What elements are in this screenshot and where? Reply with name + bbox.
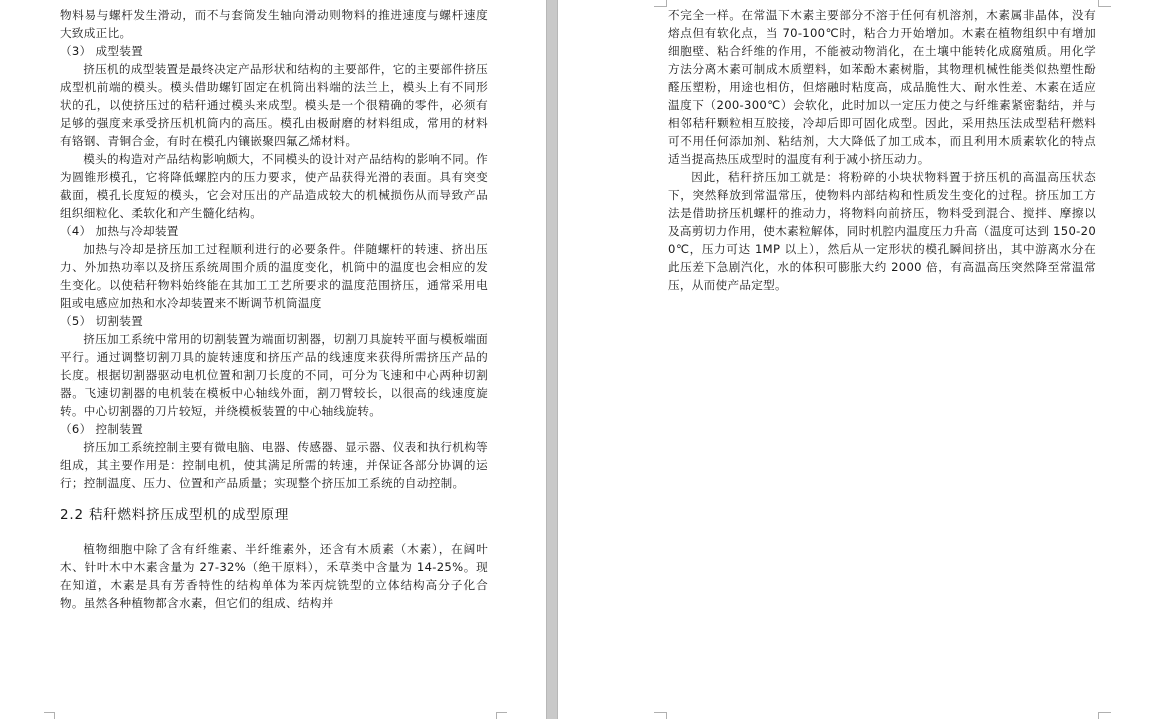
margin-mark xyxy=(654,0,667,7)
right-page-text xyxy=(668,6,1096,294)
margin-mark xyxy=(496,712,507,719)
subsection-heading: （5） 切割装置 xyxy=(60,314,144,328)
paragraph: 物料易与螺杆发生滑动，而不与套筒发生轴向滑动则物料的推进速度与螺杆速度大致成正比。 xyxy=(60,8,488,40)
paragraph: 挤压加工系统控制主要有微电脑、电器、传感器、显示器、仪表和执行机构等组成，其主要作用是：控制电机，使其满足所需的转速，并保证各部分协调的运行；控制温度、压力、位置和产品质量；实现整个挤压加工系统的自动控制。 xyxy=(60,440,488,490)
subsection-heading: （4） 加热与冷却装置 xyxy=(60,224,179,238)
subsection-heading: （3） 成型装置 xyxy=(60,44,144,58)
paragraph: 挤压机的成型装置是最终决定产品形状和结构的主要部件，它的主要部件挤压成型机前端的模头。模头借助螺钉固定在机筒出料端的法兰上，模头上有不同形状的孔，以使挤压过的秸秆通过模头来成型。模头是一个很精确的零件，必须有足够的强度来承受挤压机机筒内的高压。模孔由极耐磨的材料组成，常用的材料有铬钢、青铜合金，有时在模孔内镶嵌聚四氟乙烯材料。 xyxy=(60,62,488,148)
margin-mark xyxy=(1098,712,1111,719)
margin-mark xyxy=(44,712,55,719)
paragraph: 模头的构造对产品结构影响颇大，不同模头的设计对产品结构的影响不同。作为圆锥形模孔，它将降低螺腔内的压力要求，使产品获得光滑的表面。具有突变截面，模孔长度短的模头，它会对压出的产品造成较大的机械损伤从而导致产品组织细粒化、柔软化和产生髓化结构。 xyxy=(60,152,488,220)
section-heading: 2.2 秸秆燃料挤压成型机的成型原理 xyxy=(60,507,290,523)
paragraph: 不完全一样。在常温下木素主要部分不溶于任何有机溶剂，木素属非晶体，没有熔点但有软化点，当 70-100℃时，粘合力开始增加。木素在植物组织中有增加细胞壁、粘合纤维的作用，不能被动物消化，在土壤中能转化成腐殖质。用化学方法分离木素可制成木质塑料，如苯酚木素树脂，其物理机械性能类似热塑性酚醛压塑粉，用途也相仿，但熔融时粘度高，成品脆性大、耐水性差、木素在适应温度下（200-300℃）会软化，此时加以一定压力使之与纤维素紧密黏结，并与相邻秸秆颗粒相互胶接，冷却后即可固化成型。因此，采用热压法成型秸秆燃料可不用任何添加剂、粘结剂，大大降低了加工成本，而且利用木质素软化的特点适当提高热压成型时的温度有利于减小挤压动力。 xyxy=(668,8,1096,166)
margin-mark xyxy=(1098,0,1111,7)
paragraph: 挤压加工系统中常用的切割装置为端面切割器，切割刀具旋转平面与模板端面平行。通过调整切割刀具的旋转速度和挤压产品的线速度来获得所需挤压产品的长度。根据切割器驱动电机位置和割刀长度的不同，可分为飞速和中心两种切割器。飞速切割器的电机装在模板中心轴线外面，割刀臂较长，以很高的线速度旋转。中心切割器的刀片较短，并绕模板装置的中心轴线旋转。 xyxy=(60,332,488,418)
paragraph: 植物细胞中除了含有纤维素、半纤维素外，还含有木质素（木素），在阔叶木、针叶木中木素含量为 27-32%（绝干原料），禾草类中含量为 14-25%。现在知道，木素是具有芳香特性的结构单体为苯丙烷铣型的立体结构高分子化合物。虽然各种植物都含水素，但它们的组成、结构并 xyxy=(60,542,488,610)
left-page-text xyxy=(60,6,488,612)
paragraph: 因此，秸秆挤压加工就是：将粉碎的小块状物料置于挤压机的高温高压状态下，突然释放到常温常压，使物料内部结构和性质发生变化的过程。挤压加工方法是借助挤压机螺杆的推动力，将物料向前挤压，物料受到混合、搅拌、摩擦以及高剪切力作用，使木素粒解体，同时机腔内温度压力升高（温度可达到 150-200℃，压力可达 1MP 以上），然后从一定形状的模孔瞬间挤出，其中游离水分在此压差下急剧汽化，水的体积可膨胀大约 2000 倍，有高温高压突然降至常温常压，从而使产品定型。 xyxy=(668,170,1096,292)
margin-mark xyxy=(654,712,667,719)
paragraph: 加热与冷却是挤压加工过程顺利进行的必要条件。伴随螺杆的转速、挤出压力、外加热功率以及挤压系统周围介质的温度变化，机筒中的温度也会相应的发生变化。以使秸秆物料始终能在其加工工艺所要求的温度范围挤压，通常采用电阻或电感应加热和水冷却装置来不断调节机筒温度 xyxy=(60,242,488,310)
document-page-right xyxy=(558,0,1149,719)
subsection-heading: （6） 控制装置 xyxy=(60,422,144,436)
page-gutter xyxy=(546,0,558,719)
document-page-left xyxy=(0,0,546,719)
